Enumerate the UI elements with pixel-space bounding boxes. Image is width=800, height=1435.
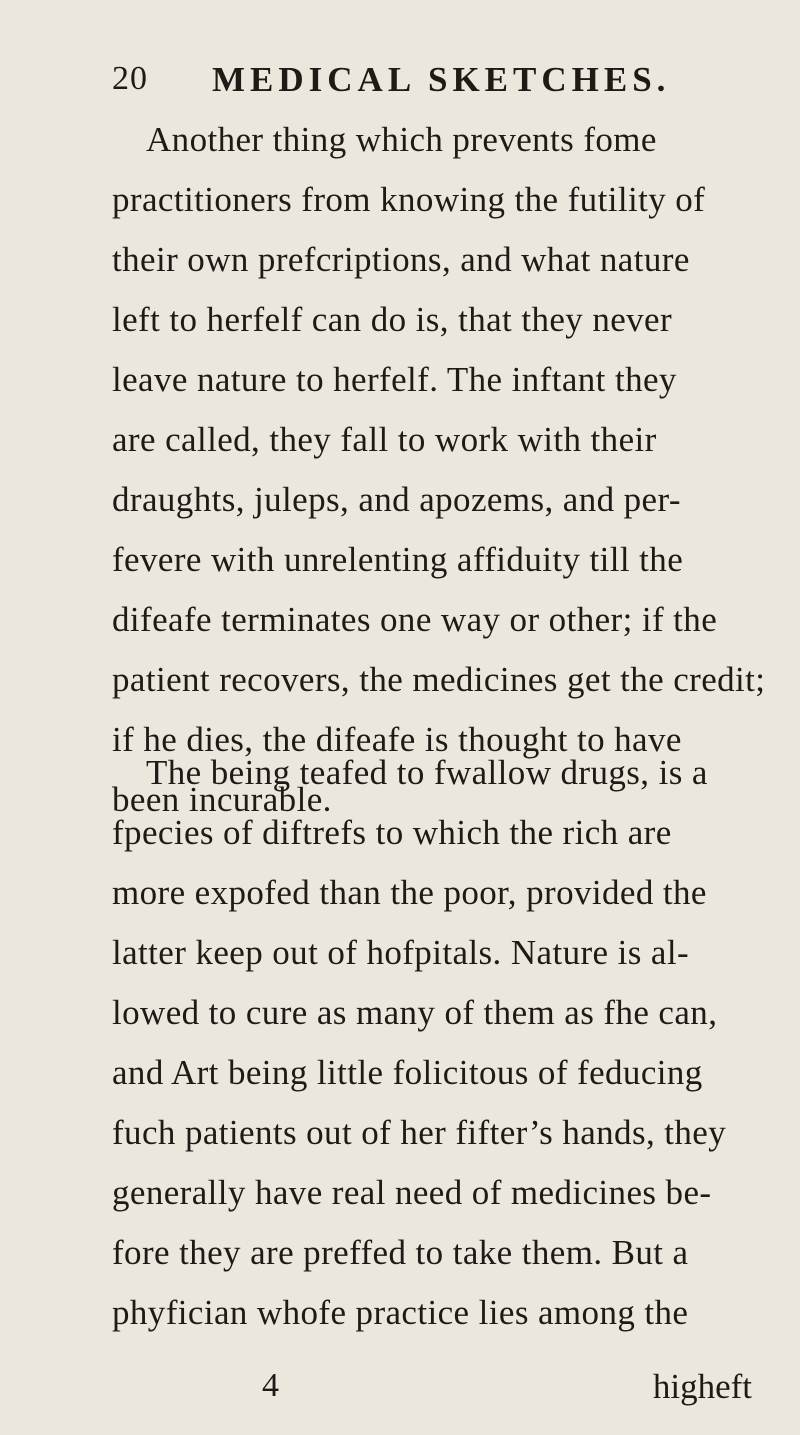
text-line: their own prefcriptions, and what nature: [112, 240, 690, 279]
paragraph-1: [112, 110, 800, 830]
text-line: been incurable.: [112, 780, 332, 819]
catchword: higheft: [652, 1367, 752, 1406]
text-line: are called, they fall to work with their: [112, 420, 657, 459]
text-line: lowed to cure as many of them as fhe can,: [112, 993, 718, 1032]
text-line: generally have real need of medicines be-: [112, 1173, 712, 1212]
paragraph-2: [112, 743, 800, 1343]
running-head: MEDICAL SKETCHES.: [212, 60, 671, 99]
text-line: fore they are preffed to take them. But a: [112, 1233, 689, 1272]
signature-mark: 4: [262, 1367, 279, 1404]
text-line: phyfician whofe practice lies among the: [112, 1293, 689, 1332]
text-line: leave nature to herfelf. The inftant they: [112, 360, 677, 399]
text-line: patient recovers, the medicines get the credit;: [112, 660, 766, 699]
text-line: more expofed than the poor, provided the: [112, 873, 707, 912]
text-line: latter keep out of hofpitals. Nature is al-: [112, 933, 690, 972]
text-line: draughts, juleps, and apozems, and per-: [112, 480, 681, 519]
text-line: if he dies, the difeafe is thought to have: [112, 720, 682, 759]
text-line: fuch patients out of her fifter’s hands, they: [112, 1113, 727, 1152]
text-line: difeafe terminates one way or other; if the: [112, 600, 718, 639]
text-line: fpecies of diftrefs to which the rich are: [112, 813, 672, 852]
text-line: The being teafed to fwallow drugs, is a: [146, 753, 708, 792]
text-line: fevere with unrelenting affiduity till the: [112, 540, 684, 579]
text-line: left to herfelf can do is, that they never: [112, 300, 673, 339]
page-footer: [112, 1367, 752, 1427]
text-line: and Art being little folicitous of feducing: [112, 1053, 703, 1092]
text-line: Another thing which prevents fome: [146, 120, 657, 159]
page-number: 20: [112, 60, 148, 97]
text-line: practitioners from knowing the futility of: [112, 180, 706, 219]
